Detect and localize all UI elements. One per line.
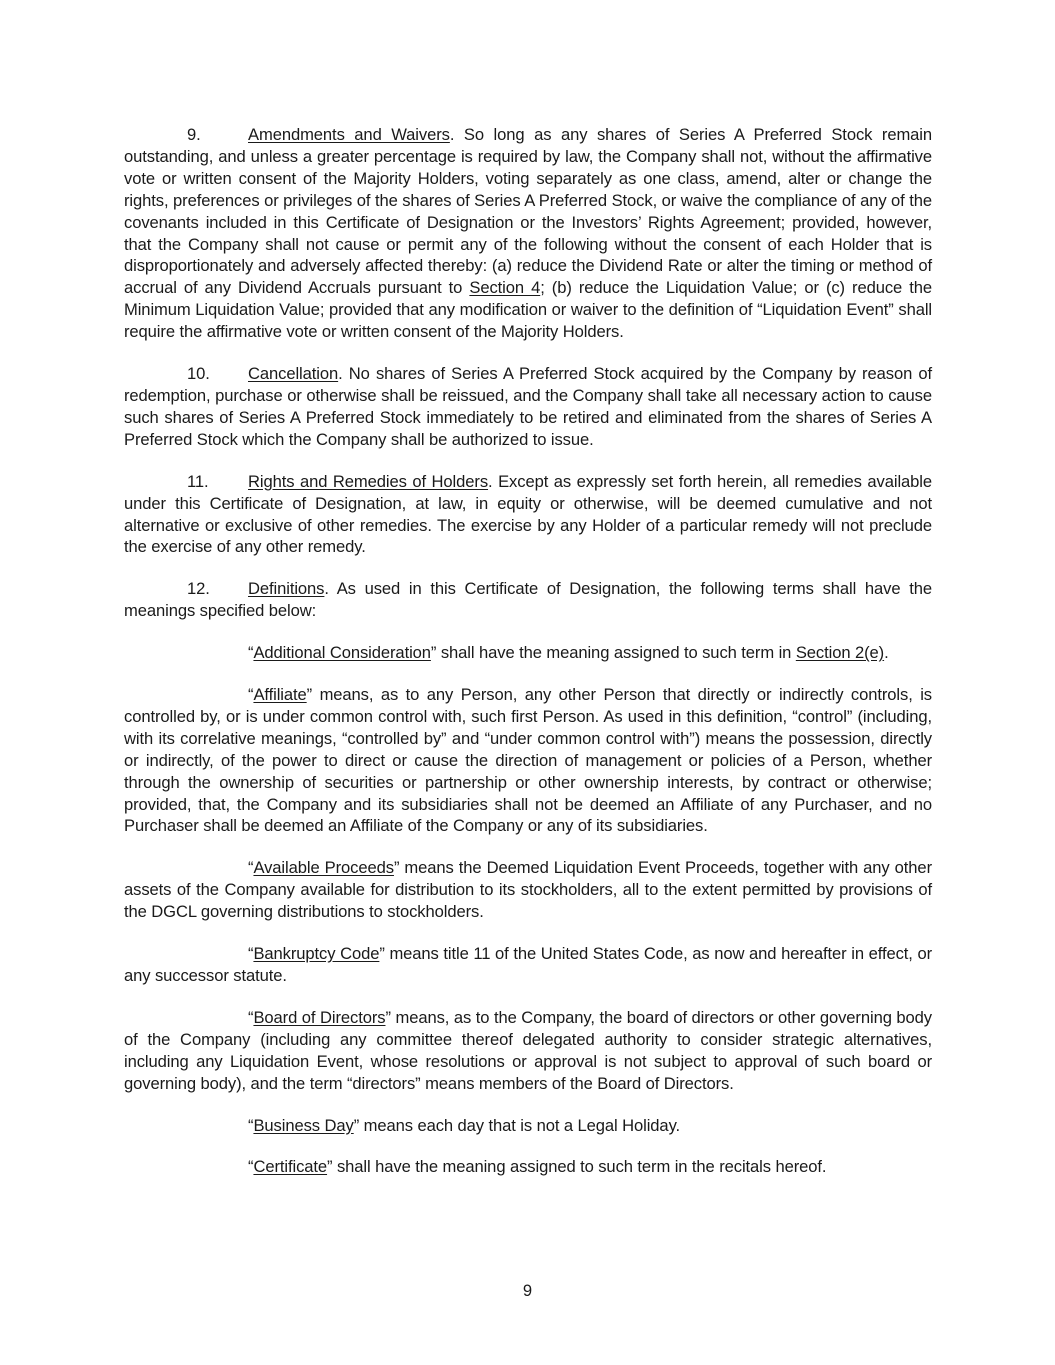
definition-business-day	[124, 1115, 932, 1137]
definition-certificate	[124, 1156, 932, 1178]
definition-text: ” means the Deemed Liquidation Event Proceeds, together with any other assets of the Company available for distribution to its stockholders, all to the extent permitted by provisions of the DGCL governing distributions to stockholders.	[124, 858, 932, 922]
section-text: . No shares of Series A Preferred Stock acquired by the Company by reason of redemption, purchase or otherwise shall be reissued, and the Company shall take all necessary action to cause such shares of Series A Preferred Stock immediately to be retired and eliminated from the shares of Series A Preferred Stock which the Company shall be authorized to issue.	[124, 364, 932, 449]
section-number: 9.	[187, 125, 201, 144]
section-reference: Section 2(e)	[795, 643, 885, 663]
definition-text: ” means, as to the Company, the board of directors or other governing body of the Company (including any committee thereof delegated authority to consider strategic alternatives, including any Liquidation Event, whose resolutions or approval is not subject to approval of such board or governing body), and the term “directors” means members of the Board of Directors.	[124, 1007, 932, 1093]
open-quote: “	[248, 1157, 254, 1177]
defined-term: Board of Directors	[253, 1007, 386, 1027]
defined-term: Business Day	[253, 1115, 354, 1135]
section-text: . As used in this Certificate of Designation, the following terms shall have the meanings specified below:	[124, 579, 932, 621]
section-heading: Rights and Remedies of Holders	[248, 471, 489, 491]
section-reference: Section 4	[469, 278, 541, 298]
section-number: 12.	[187, 579, 210, 599]
definition-text: ” means, as to any Person, any other Person that directly or indirectly controls, is controlled by, or is under common control with, such first Person. As used in this definition, “control” (including, with its correlative meanings, “controlled by” and “under common control with”) means the possession, directly or indirectly, of the power to direct or cause the direction of management or policies of a Person, whether through the ownership of securities or partnership or other ownership interests, by contract or otherwise; provided, that, the Company and its subsidiaries shall not be deemed an Affiliate of any Purchaser, and no Purchaser shall be deemed an Affiliate of the Company or any of its subsidiaries.	[124, 685, 932, 836]
defined-term: Additional Consideration	[253, 643, 431, 663]
open-quote: “	[248, 944, 254, 964]
definition-available-proceeds	[124, 857, 932, 923]
definition-text: ” shall have the meaning assigned to such term in	[430, 643, 796, 663]
definition-additional-consideration	[124, 642, 932, 664]
defined-term: Bankruptcy Code	[253, 944, 380, 964]
definition-text: ” shall have the meaning assigned to such term in the recitals hereof.	[327, 1157, 827, 1177]
section-heading: Cancellation	[248, 364, 339, 384]
section-number: 11.	[187, 471, 209, 491]
section-10	[124, 363, 932, 451]
page-content	[124, 124, 932, 1198]
open-quote: “	[248, 858, 254, 878]
definition-board-of-directors	[124, 1007, 932, 1095]
definition-text: ” means each day that is not a Legal Holiday.	[353, 1115, 681, 1135]
defined-term: Affiliate	[253, 685, 307, 705]
section-11	[124, 471, 932, 559]
defined-term: Certificate	[253, 1157, 328, 1177]
page-number: 9	[522, 1281, 533, 1300]
section-text: . Except as expressly set forth herein, all remedies available under this Certificate of Designation, at law, in equity or otherwise, will be deemed cumulative and not alternative or exclusive of other remedies. The exercise by any Holder of a particular remedy will not preclude the exercise of any other remedy.	[124, 471, 933, 557]
section-heading: Amendments and Waivers	[248, 125, 450, 144]
section-text-continued: ; (b) reduce the Liquidation Value; or (c) reduce the Minimum Liquidation Value; provided that any modification or waiver to the definition of “Liquidation Event” shall require the affirmative vote or written consent of the Majority Holders.	[124, 278, 933, 342]
definition-text: ” means title 11 of the United States Code, as now and hereafter in effect, or any successor statute.	[124, 944, 933, 985]
open-quote: “	[248, 1007, 254, 1027]
open-quote: “	[248, 1115, 254, 1135]
defined-term: Available Proceeds	[253, 858, 394, 878]
definition-bankruptcy-code	[124, 943, 932, 987]
section-9	[124, 124, 932, 343]
section-text: . So long as any shares of Series A Preferred Stock remain outstanding, and unless a greater percentage is required by law, the Company shall not, without the affirmative vote or written consent of the Majority Holders, voting separately as one class, amend, alter or change the rights, preferences or privileges of the shares of Series A Preferred Stock, or waive the compliance of any of the covenants included in this Certificate of Designation or the Investors’ Rights Agreement; provided, however, that the Company shall not cause or permit any of the following without the consent of each Holder that is disproportionately and adversely affected thereby: (a) reduce the Dividend Rate or alter the timing or method of accrual of any Dividend Accruals pursuant to	[124, 125, 933, 298]
open-quote: “	[248, 685, 254, 705]
definition-tail: .	[884, 643, 889, 663]
open-quote: “	[248, 643, 254, 663]
section-12	[124, 578, 932, 622]
section-heading: Definitions	[248, 579, 325, 599]
definition-affiliate	[124, 684, 932, 837]
section-number: 10.	[187, 364, 210, 384]
